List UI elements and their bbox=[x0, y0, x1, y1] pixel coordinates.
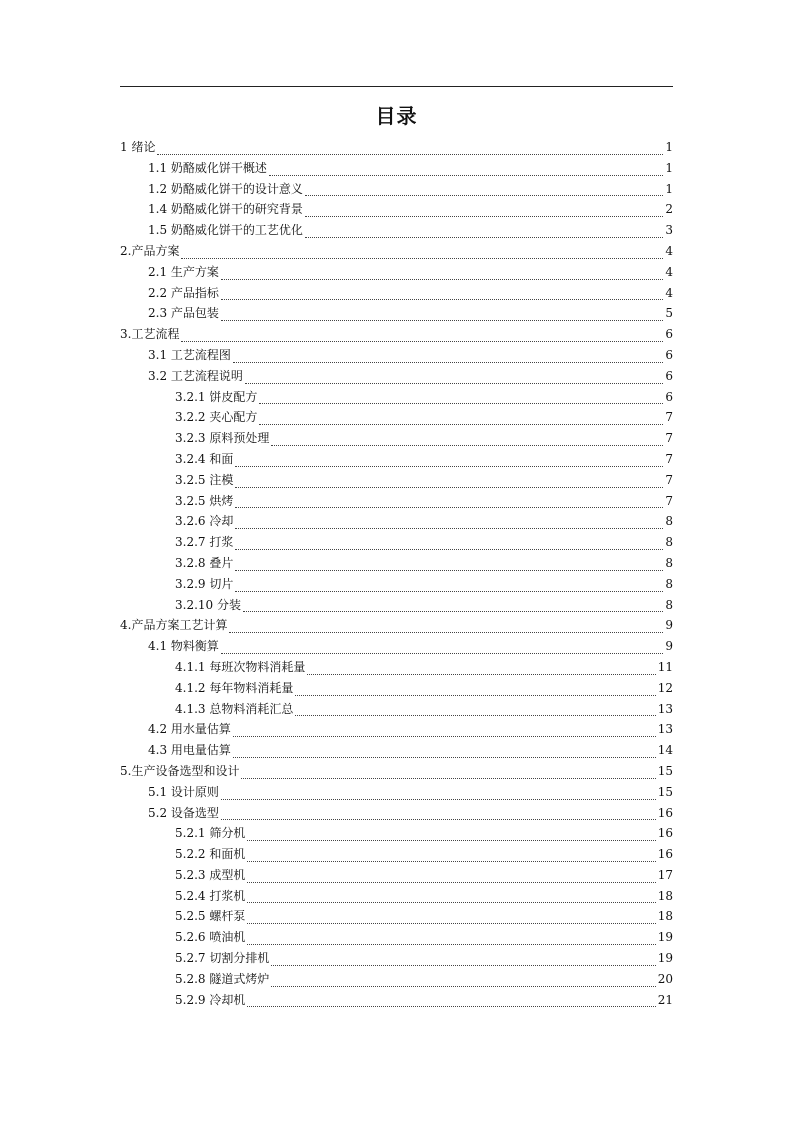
toc-entry-label: 3.2.9 切片 bbox=[175, 576, 234, 591]
toc-dot-leader bbox=[247, 944, 655, 945]
toc-entry-page: 9 bbox=[665, 639, 673, 654]
toc-entry-label: 4.3 用电量估算 bbox=[148, 743, 231, 758]
toc-entry-label: 5.2.3 成型机 bbox=[175, 867, 246, 882]
toc-entry[interactable] bbox=[120, 636, 673, 657]
toc-dot-leader bbox=[307, 674, 655, 675]
toc-entry-page: 19 bbox=[657, 951, 673, 966]
toc-entry[interactable] bbox=[120, 969, 673, 990]
toc-entry[interactable] bbox=[120, 324, 673, 345]
toc-entry[interactable] bbox=[120, 553, 673, 574]
toc-entry-page: 1 bbox=[665, 140, 673, 154]
toc-dot-leader bbox=[247, 1006, 655, 1007]
toc-entry-page: 1 bbox=[665, 181, 673, 196]
toc-entry-page: 6 bbox=[665, 347, 673, 362]
toc-dot-leader bbox=[271, 986, 655, 987]
toc-dot-leader bbox=[269, 175, 663, 176]
toc-dot-leader bbox=[259, 403, 663, 404]
toc-entry[interactable] bbox=[120, 657, 673, 678]
toc-entry[interactable] bbox=[120, 615, 673, 636]
toc-entry-page: 7 bbox=[665, 431, 673, 446]
toc-dot-leader bbox=[181, 258, 663, 259]
toc-dot-leader bbox=[295, 715, 655, 716]
toc-entry[interactable] bbox=[120, 449, 673, 470]
toc-entry[interactable] bbox=[120, 241, 673, 262]
toc-dot-leader bbox=[181, 341, 663, 342]
toc-entry-label: 2.产品方案 bbox=[120, 243, 180, 258]
toc-entry-label: 5.2.9 冷却机 bbox=[175, 992, 246, 1007]
toc-entry-label: 2.3 产品包装 bbox=[148, 306, 219, 321]
toc-entry-page: 8 bbox=[665, 576, 673, 591]
toc-entry-label: 4.2 用水量估算 bbox=[148, 722, 231, 737]
toc-entry-page: 18 bbox=[657, 909, 673, 924]
toc-dot-leader bbox=[235, 528, 663, 529]
toc-entry-page: 15 bbox=[657, 784, 673, 799]
toc-entry[interactable] bbox=[120, 532, 673, 553]
toc-entry[interactable] bbox=[120, 511, 673, 532]
header-rule bbox=[120, 86, 673, 87]
toc-entry-label: 1 绪论 bbox=[120, 140, 156, 154]
toc-dot-leader bbox=[247, 902, 655, 903]
toc-entry-page: 2 bbox=[665, 202, 673, 217]
toc-entry-page: 8 bbox=[665, 597, 673, 612]
toc-dot-leader bbox=[221, 819, 656, 820]
toc-entry[interactable] bbox=[120, 158, 673, 179]
toc-entry[interactable] bbox=[120, 179, 673, 200]
toc-entry-page: 4 bbox=[665, 285, 673, 300]
toc-entry-label: 4.1.1 每班次物料消耗量 bbox=[175, 659, 306, 674]
toc-entry-page: 7 bbox=[665, 410, 673, 425]
toc-entry-page: 6 bbox=[665, 368, 673, 383]
toc-entry-page: 3 bbox=[665, 223, 673, 238]
toc-entry[interactable] bbox=[120, 303, 673, 324]
toc-dot-leader bbox=[221, 299, 663, 300]
toc-entry[interactable] bbox=[120, 366, 673, 387]
toc-entry[interactable] bbox=[120, 283, 673, 304]
toc-dot-leader bbox=[233, 362, 663, 363]
toc-entry-page: 5 bbox=[665, 306, 673, 321]
toc-entry[interactable] bbox=[120, 761, 673, 782]
toc-entry-page: 16 bbox=[657, 847, 673, 862]
toc-entry[interactable] bbox=[120, 595, 673, 616]
toc-entry-label: 1.5 奶酪威化饼干的工艺优化 bbox=[148, 223, 303, 238]
toc-entry-page: 11 bbox=[657, 659, 673, 674]
toc-entry-label: 5.2 设备选型 bbox=[148, 805, 219, 820]
toc-entry-page: 13 bbox=[657, 722, 673, 737]
toc-entry[interactable] bbox=[120, 886, 673, 907]
table-of-contents bbox=[120, 137, 673, 1010]
toc-dot-leader bbox=[157, 154, 663, 155]
toc-entry-page: 16 bbox=[657, 805, 673, 820]
toc-entry-page: 12 bbox=[657, 680, 673, 695]
toc-entry-label: 2.2 产品指标 bbox=[148, 285, 219, 300]
toc-entry-page: 20 bbox=[657, 971, 673, 986]
toc-entry-page: 8 bbox=[665, 514, 673, 529]
toc-dot-leader bbox=[235, 487, 663, 488]
toc-dot-leader bbox=[235, 466, 663, 467]
toc-entry[interactable] bbox=[120, 990, 673, 1011]
toc-dot-leader bbox=[271, 445, 663, 446]
toc-entry[interactable] bbox=[120, 387, 673, 408]
toc-entry[interactable] bbox=[120, 865, 673, 886]
toc-entry-label: 5.2.4 打浆机 bbox=[175, 888, 246, 903]
toc-entry-label: 5.2.2 和面机 bbox=[175, 847, 246, 862]
toc-entry-label: 3.2.4 和面 bbox=[175, 451, 234, 466]
toc-entry-label: 3.2.6 冷却 bbox=[175, 514, 234, 529]
toc-entry[interactable] bbox=[120, 844, 673, 865]
toc-entry-label: 3.2.8 叠片 bbox=[175, 555, 234, 570]
toc-dot-leader bbox=[247, 923, 655, 924]
toc-dot-leader bbox=[235, 507, 663, 508]
toc-entry-label: 1.1 奶酪威化饼干概述 bbox=[148, 160, 267, 175]
toc-dot-leader bbox=[241, 778, 655, 779]
toc-entry[interactable] bbox=[120, 699, 673, 720]
toc-dot-leader bbox=[235, 549, 663, 550]
toc-entry[interactable] bbox=[120, 428, 673, 449]
toc-entry-label: 3.工艺流程 bbox=[120, 327, 180, 342]
toc-entry[interactable] bbox=[120, 719, 673, 740]
toc-entry-label: 4.产品方案工艺计算 bbox=[120, 618, 228, 633]
toc-entry-label: 3.2.5 注模 bbox=[175, 472, 234, 487]
toc-dot-leader bbox=[247, 882, 655, 883]
toc-entry-page: 18 bbox=[657, 888, 673, 903]
toc-entry-label: 3.2.1 饼皮配方 bbox=[175, 389, 258, 404]
toc-dot-leader bbox=[235, 591, 663, 592]
toc-entry[interactable] bbox=[120, 199, 673, 220]
toc-entry-page: 1 bbox=[665, 160, 673, 175]
toc-entry-label: 5.1 设计原则 bbox=[148, 784, 219, 799]
toc-dot-leader bbox=[233, 757, 656, 758]
toc-entry-label: 2.1 生产方案 bbox=[148, 264, 219, 279]
toc-dot-leader bbox=[221, 653, 663, 654]
toc-entry[interactable] bbox=[120, 220, 673, 241]
toc-entry-page: 4 bbox=[665, 243, 673, 258]
toc-entry-label: 5.2.6 喷油机 bbox=[175, 930, 246, 945]
toc-entry-page: 13 bbox=[657, 701, 673, 716]
toc-entry[interactable] bbox=[120, 948, 673, 969]
toc-entry[interactable] bbox=[120, 927, 673, 948]
toc-entry-page: 21 bbox=[657, 992, 673, 1007]
toc-dot-leader bbox=[245, 383, 663, 384]
toc-entry-page: 16 bbox=[657, 826, 673, 841]
toc-entry-label: 4.1 物料衡算 bbox=[148, 639, 219, 654]
toc-entry-label: 5.2.5 螺杆泵 bbox=[175, 909, 246, 924]
toc-entry-page: 8 bbox=[665, 555, 673, 570]
toc-entry-label: 5.生产设备选型和设计 bbox=[120, 763, 240, 778]
toc-entry-page: 7 bbox=[665, 451, 673, 466]
toc-dot-leader bbox=[305, 195, 663, 196]
toc-entry-label: 4.1.2 每年物料消耗量 bbox=[175, 680, 294, 695]
toc-entry[interactable] bbox=[120, 678, 673, 699]
toc-entry-label: 3.2 工艺流程说明 bbox=[148, 368, 243, 383]
toc-entry[interactable] bbox=[120, 262, 673, 283]
toc-entry-label: 4.1.3 总物料消耗汇总 bbox=[175, 701, 294, 716]
toc-entry-label: 1.4 奶酪威化饼干的研究背景 bbox=[148, 202, 303, 217]
toc-entry[interactable] bbox=[120, 470, 673, 491]
toc-dot-leader bbox=[221, 279, 663, 280]
toc-entry-page: 15 bbox=[657, 763, 673, 778]
toc-entry-page: 9 bbox=[665, 618, 673, 633]
toc-entry-page: 7 bbox=[665, 472, 673, 487]
toc-dot-leader bbox=[243, 611, 663, 612]
toc-dot-leader bbox=[233, 736, 656, 737]
toc-entry-label: 3.2.5 烘烤 bbox=[175, 493, 234, 508]
toc-entry-label: 5.2.7 切割分排机 bbox=[175, 951, 270, 966]
toc-entry-label: 5.2.8 隧道式烤炉 bbox=[175, 971, 270, 986]
toc-entry-page: 6 bbox=[665, 327, 673, 342]
toc-entry[interactable] bbox=[120, 137, 673, 158]
toc-dot-leader bbox=[235, 570, 663, 571]
toc-dot-leader bbox=[247, 840, 655, 841]
toc-dot-leader bbox=[295, 695, 655, 696]
toc-entry-label: 3.2.10 分装 bbox=[175, 597, 241, 612]
toc-dot-leader bbox=[271, 965, 655, 966]
toc-entry-page: 14 bbox=[657, 743, 673, 758]
toc-dot-leader bbox=[259, 424, 663, 425]
toc-entry[interactable] bbox=[120, 782, 673, 803]
toc-entry-page: 7 bbox=[665, 493, 673, 508]
toc-entry-label: 3.2.2 夹心配方 bbox=[175, 410, 258, 425]
toc-entry[interactable] bbox=[120, 740, 673, 761]
toc-entry[interactable] bbox=[120, 345, 673, 366]
toc-entry[interactable] bbox=[120, 491, 673, 512]
toc-entry-label: 1.2 奶酪威化饼干的设计意义 bbox=[148, 181, 303, 196]
toc-dot-leader bbox=[305, 237, 663, 238]
toc-title: 目录 bbox=[375, 104, 418, 128]
toc-dot-leader bbox=[229, 632, 663, 633]
toc-dot-leader bbox=[247, 861, 655, 862]
toc-entry[interactable] bbox=[120, 407, 673, 428]
toc-dot-leader bbox=[305, 216, 663, 217]
toc-entry[interactable] bbox=[120, 906, 673, 927]
toc-entry-page: 8 bbox=[665, 535, 673, 550]
toc-entry-page: 4 bbox=[665, 264, 673, 279]
toc-entry-label: 3.2.3 原料预处理 bbox=[175, 431, 270, 446]
toc-entry[interactable] bbox=[120, 823, 673, 844]
toc-entry-page: 19 bbox=[657, 930, 673, 945]
toc-entry-page: 6 bbox=[665, 389, 673, 404]
toc-dot-leader bbox=[221, 320, 663, 321]
toc-entry-page: 17 bbox=[657, 867, 673, 882]
toc-entry-label: 5.2.1 筛分机 bbox=[175, 826, 246, 841]
toc-entry-label: 3.2.7 打浆 bbox=[175, 535, 234, 550]
toc-entry-label: 3.1 工艺流程图 bbox=[148, 347, 231, 362]
toc-entry[interactable] bbox=[120, 574, 673, 595]
toc-dot-leader bbox=[221, 799, 656, 800]
toc-entry[interactable] bbox=[120, 803, 673, 824]
